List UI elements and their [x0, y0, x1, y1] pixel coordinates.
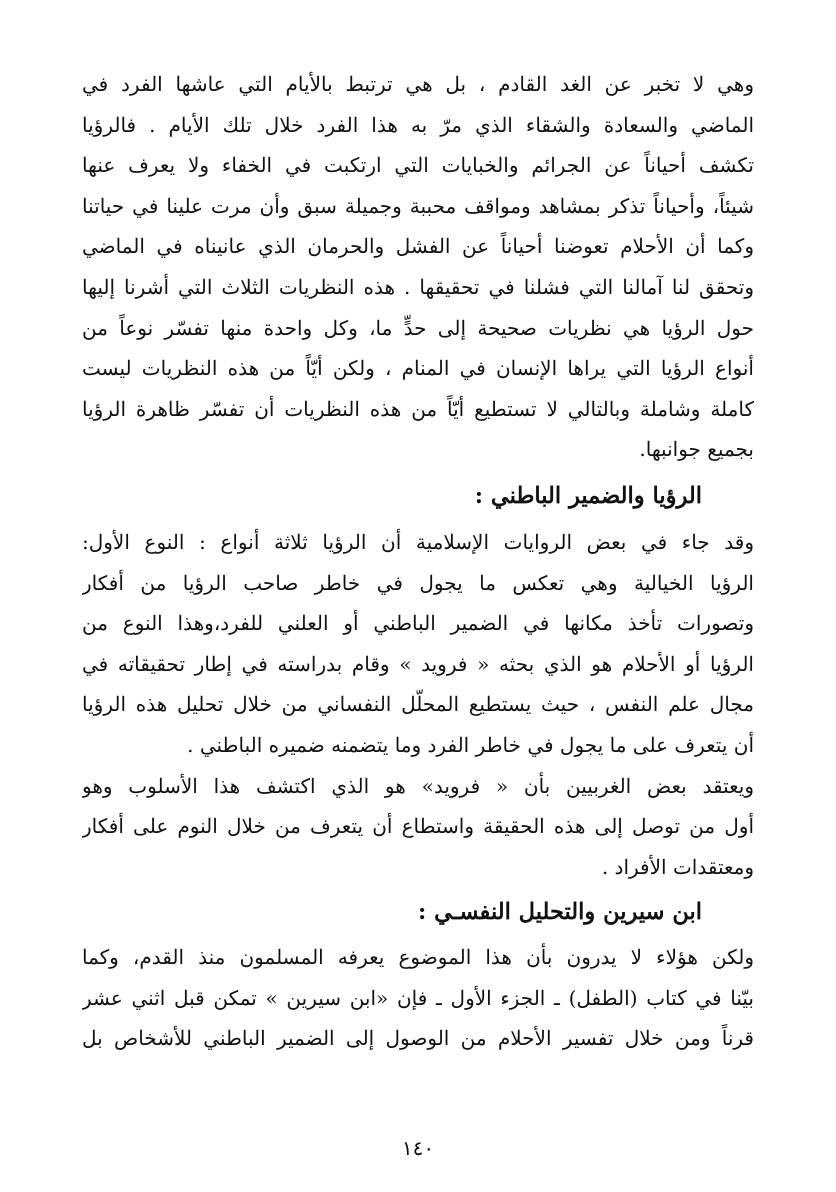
- text-line: وتحقق لنا آمالنا التي فشلنا في تحقيقها . هذه النظريات الثلاث التي أشرنا إليها: [82, 274, 754, 299]
- text-line: ولكن هؤلاء لا يدرون بأن هذا الموضوع يعرفه المسلمون منذ القدم، وكما: [82, 945, 754, 970]
- text-line: وكما أن الأحلام تعوضنا أحياناً عن الفشل والحرمان الذي عانيناه في الماضي: [82, 234, 754, 259]
- text-line: وتصورات تأخذ مكانها في الضمير الباطني أو العلني للفرد،وهذا النوع من: [82, 611, 754, 636]
- text-line: الرؤيا الخيالية وهي تعكس ما يجول في خاطر صاحب الرؤيا من أفكار: [82, 570, 754, 595]
- text-line: قرناً ومن خلال تفسير الأحلام من الوصول إلى الضمير الباطني للأشخاص بل: [82, 1026, 754, 1051]
- section-heading-dreams-subconscious: الرؤيا والضمير الباطني :: [474, 482, 702, 509]
- paragraph-3: [82, 766, 754, 888]
- text-line: أنواع الرؤيا التي يراها الإنسان في المنام ، ولكن أيّاً من هذه النظريات ليست: [82, 356, 754, 381]
- text-line: أن يتعرف على ما يجول في خاطر الفرد وما يتضمنه ضميره الباطني .: [187, 732, 754, 757]
- paragraph-1: [82, 64, 754, 470]
- page-body: [82, 64, 754, 1059]
- text-line: الرؤيا أو الأحلام هو الذي بحثه « فرويد » وقام بدراسته في إطار تحقيقاته في: [82, 651, 754, 676]
- text-line: حول الرؤيا هي نظريات صحيحة إلى حدٍّ ما، وكل واحدة منها تفسّر نوعاً من: [82, 315, 754, 340]
- text-line: وهي لا تخبر عن الغد القادم ، بل هي ترتبط بالأيام التي عاشها الفرد في: [82, 72, 754, 96]
- text-line: أول من توصل إلى هذه الحقيقة واستطاع أن يتعرف من خلال النوم على أفكار: [82, 814, 754, 839]
- text-line: بيّنا في كتاب (الطفل) ـ الجزء الأول ـ فإن «ابن سيرين » تمكن قبل اثني عشر: [82, 985, 754, 1010]
- text-line: تكشف أحياناً عن الجرائم والخبايات التي ارتكبت في الخفاء ولا يعرف عنها: [82, 153, 754, 178]
- text-line: الماضي والسعادة والشقاء الذي مرّ به هذا الفرد خلال تلك الأيام . فالرؤيا: [82, 112, 754, 137]
- text-line: كاملة وشاملة وبالتالي لا تستطيع أيّاً من هذه النظريات أن تفسّر ظاهرة الرؤيا: [82, 396, 754, 421]
- text-line: شيئاً، وأحياناً تذكر بمشاهد ومواقف محببة وجميلة سبق وأن مرت علينا في حياتنا: [82, 193, 754, 218]
- paragraph-4: [82, 937, 754, 1059]
- page-number: ١٤٠: [401, 1136, 435, 1160]
- text-line: بجميع جوانبها.: [639, 437, 754, 462]
- text-line: ومعتقدات الأفراد .: [601, 854, 754, 879]
- text-line: ويعتقد بعض الغربيين بأن « فرويد» هو الذي اكتشف هذا الأسلوب وهو: [82, 773, 754, 798]
- text-line: وقد جاء في بعض الروايات الإسلامية أن الرؤيا ثلاثة أنواع : النوع الأول:: [82, 529, 754, 554]
- text-line: مجال علم النفس ، حيث يستطيع المحلّل النفساني من خلال تحليل هذه الرؤيا: [82, 692, 754, 717]
- paragraph-2: [82, 522, 754, 766]
- section-heading-ibn-sirin: ابن سيرين والتحليل النفسـي :: [418, 899, 702, 926]
